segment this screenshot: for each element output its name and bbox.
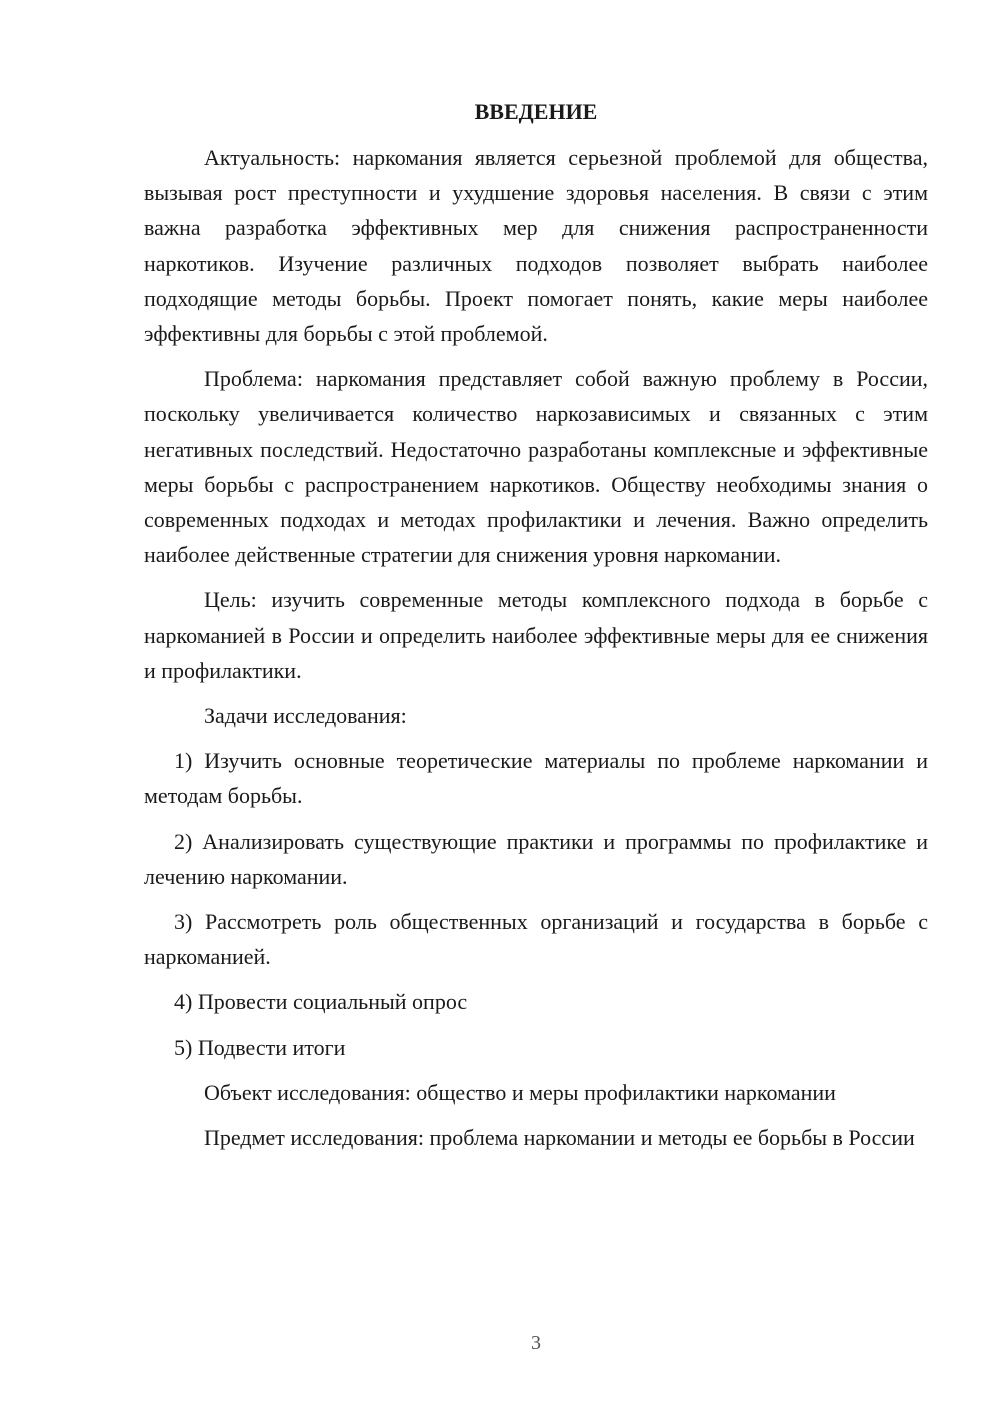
paragraph-relevance: Актуальность: наркомания является серьезной проблемой для общества, вызывая рост преступности и ухудшение здоровья населения. В связи с этим важна разработка эффективных мер для снижения распространенности наркотиков. Изучение различных подходов позволяет выбрать наиболее подходящие методы борьбы. Проект помогает понять, какие меры наиболее эффективны для борьбы с этой проблемой.	[144, 145, 928, 347]
list-item: 4) Провести социальный опрос	[174, 989, 468, 1015]
list-item: 5) Подвести итоги	[174, 1034, 346, 1060]
document-page	[144, 96, 928, 1165]
paragraph-problem: Проблема: наркомания представляет собой важную проблему в России, поскольку увеличивается количество наркозависимых и связанных с этим негативных последствий. Недостаточно разработаны комплексные и эффективные меры борьбы с распространением наркотиков. Обществу необходимы знания о современных подходах и методах профилактики и лечения. Важно определить наиболее действенные стратегии для снижения уровня наркомании.	[144, 366, 928, 568]
paragraph-goal: Цель: изучить современные методы комплексного подхода в борьбе с наркоманией в России и определить наиболее эффективные меры для ее снижения и профилактики.	[144, 587, 928, 683]
list-item: 2) Анализировать существующие практики и программы по профилактике и лечению наркомании.	[144, 828, 928, 889]
list-item: 3) Рассмотреть роль общественных организаций и государства в борьбе с наркоманией.	[144, 909, 928, 970]
tasks-list	[144, 743, 928, 1065]
paragraph-subject: Предмет исследования: проблема наркомании и методы ее борьбы в России	[204, 1125, 915, 1151]
paragraph-object: Объект исследования: общество и меры профилактики наркомании	[204, 1079, 836, 1105]
page-title: ВВЕДЕНИЕ	[474, 99, 598, 124]
page-number: 3	[531, 1332, 541, 1354]
tasks-heading: Задачи исследования:	[204, 703, 407, 729]
list-item: 1) Изучить основные теоретические материалы по проблеме наркомании и методам борьбы.	[144, 748, 928, 809]
